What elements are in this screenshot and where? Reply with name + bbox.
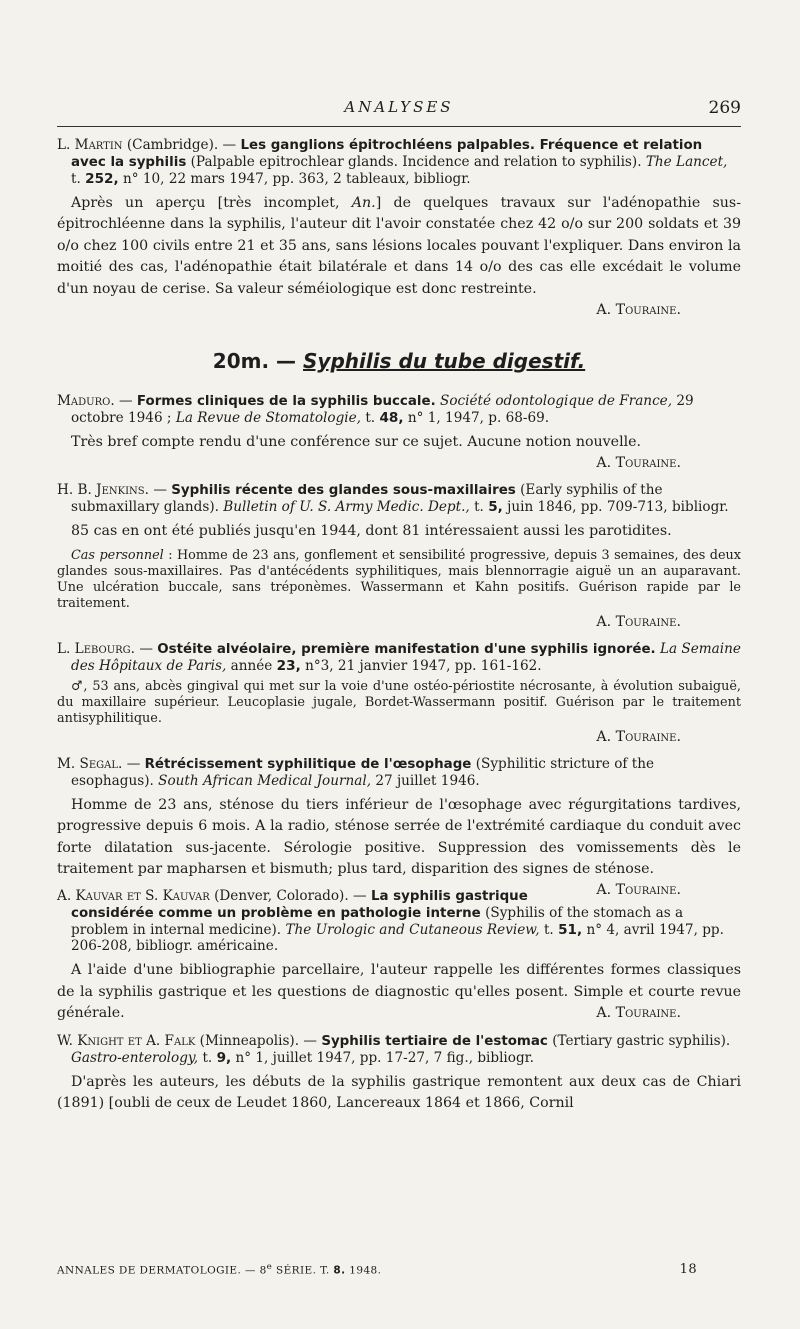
citation: H. B. Jenkins. — Syphilis récente des glandes sous-maxillaires (Early syphilis of the submaxillary glands). Bulletin of U. S. Army Medic. Dept., t. 5, juin 1846, pp. 709-713, bibliogr. xyxy=(57,482,729,516)
running-title: ANALYSES xyxy=(344,98,454,116)
abstract-text: Homme de 23 ans, sténose du tiers inférieur de l'œsophage avec régurgitations tardives, progressive depuis 6 mois. A la radio, sténose serrée de l'extrémité cardiaque du conduit avec forte dilatation sus-jacente. Sérologie positive. Suppression des vomissements dès le traitement par mapharsen et bismuth; plus tard, disparition des signes de sténose. A. Touraine. xyxy=(57,795,741,881)
article-title: Ostéite alvéolaire, première manifestation d'une syphilis ignorée. xyxy=(157,641,656,657)
abstract-text: 85 cas en ont été publiés jusqu'en 1944, dont 81 intéressaient aussi les parotidites. xyxy=(71,523,672,540)
case-report: Cas personnel : Homme de 23 ans, gonflement et sensibilité progressive, depuis 3 semaines, des deux glandes sous-maxillaires. Pas d'antécédents syphilitiques, mais blennorragie aiguë un an auparavant. Une ulcération buccale, sans tréponèmes. Wassermann et Kahn positifs. Guérison rapide par le traitement. xyxy=(57,547,742,611)
journal-name: La Semaine des Hôpitaux de Paris, xyxy=(71,640,741,674)
article-title: Les ganglions épitrochléens palpables. Fréquence et relation avec la syphilis xyxy=(71,138,703,170)
citation: A. Kauvar et S. Kauvar (Denver, Colorado). — La syphilis gastrique considérée comme un problème en pathologie interne (Syphilis of the stomach as a problem in internal medicine). The Urologic and Cutaneous Review, t. 51, n° 4, avril 1947, pp. 206-208, bibliogr. américaine. xyxy=(57,888,724,955)
footer-journal: ANNALES DE DERMATOLOGIE. — 8 xyxy=(57,1264,267,1277)
running-header xyxy=(57,92,741,127)
abstract-lebourg xyxy=(57,641,741,748)
article-title: Rétrécissement syphilitique de l'œsophage xyxy=(144,756,472,772)
article-title: Syphilis tertiaire de l'estomac xyxy=(321,1033,548,1049)
abstract-maduro xyxy=(57,393,741,474)
sheet-number: 18 xyxy=(679,1262,697,1277)
journal-name: The Urologic and Cutaneous Review, xyxy=(285,922,540,939)
abstract-jenkins xyxy=(57,482,741,632)
journal-name: The Lancet, xyxy=(645,154,728,170)
article-title: La syphilis gastrique considérée comme un problème en pathologie interne xyxy=(71,889,528,922)
citation: L. Martin (Cambridge). — Les ganglions épitrochléens palpables. Fréquence et relation avec la syphilis (Palpable epitrochlear glands. Incidence and relation to syphilis). The Lancet, t. 252, n° 10, 22 mars 1947, pp. 363, 2 tableaux, bibliogr. xyxy=(57,137,728,187)
signature: A. Touraine. xyxy=(596,882,681,899)
section-heading: 20m. — Syphilis du tube digestif. xyxy=(212,349,586,374)
signature: A. Touraine. xyxy=(596,728,681,745)
journal-name: Gastro-enterology, xyxy=(71,1049,199,1066)
article-title: Syphilis récente des glandes sous-maxillaires xyxy=(171,483,516,499)
abstract-text: ♂, 53 ans, abcès gingival qui met sur la voie d'une ostéo-périostite nécrosante, à évolution subaiguë, du maxillaire supérieur. Leucoplasie jugale, Bordet-Wassermann positif. Guérison par le traitement antisyphilitique. xyxy=(57,678,741,726)
abstract-text: Très bref compte rendu d'une conférence sur ce sujet. Aucune notion nouvelle. xyxy=(71,434,642,451)
page xyxy=(57,92,741,1115)
article-title: Formes cliniques de la syphilis buccale. xyxy=(136,394,436,410)
abstract-segal xyxy=(57,755,741,899)
journal-name: Bulletin of U. S. Army Medic. Dept., xyxy=(223,499,470,516)
abstract-kauvar xyxy=(57,888,741,1024)
journal-name: Société odontologique de France, xyxy=(440,393,673,410)
citation: Maduro. — Formes cliniques de la syphilis buccale. Société odontologique de France, 29 octobre 1946 ; La Revue de Stomatologie, t. 48, n° 1, 1947, p. 68-69. xyxy=(57,393,694,427)
signature: A. Touraine. xyxy=(596,613,681,630)
signature: A. Touraine. xyxy=(596,1005,681,1022)
section-title: Syphilis du tube digestif. xyxy=(303,349,586,374)
page-footer: ANNALES DE DERMATOLOGIE. — 8e SÉRIE. T. 8. 1948. 18 xyxy=(57,1262,697,1277)
citation: M. Segal. — Rétrécissement syphilitique de l'œsophage (Syphilitic stricture of the esophagus). South African Medical Journal, 27 juillet 1946. xyxy=(57,755,655,789)
abstract-text: D'après les auteurs, les débuts de la syphilis gastrique remontent aux deux cas de Chiari (1891) [oubli de ceux de Leudet 1860, Lancereaux 1864 et 1866, Cornil xyxy=(57,1073,741,1112)
abstract-martin xyxy=(57,137,741,321)
signature: A. Touraine. xyxy=(596,302,681,319)
journal-name: South African Medical Journal, xyxy=(158,772,372,789)
signature: A. Touraine. xyxy=(596,455,681,472)
citation: W. Knight et A. Falk (Minneapolis). — Syphilis tertiaire de l'estomac (Tertiary gastric syphilis). Gastro-enterology, t. 9, n° 1, juillet 1947, pp. 17-27, 7 fig., bibliogr. xyxy=(57,1032,731,1066)
citation: L. Lebourg. — Ostéite alvéolaire, première manifestation d'une syphilis ignorée. La Semaine des Hôpitaux de Paris, année 23, n°3, 21 janvier 1947, pp. 161-162. xyxy=(57,640,741,674)
page-number: 269 xyxy=(708,98,741,118)
abstract-text: A l'aide d'une bibliographie parcellaire, l'auteur rappelle les différentes formes classiques de la syphilis gastrique et les questions de diagnostic qu'elles posent. Simple et courte revue générale. A. Touraine. xyxy=(57,960,741,1024)
abstract-knight xyxy=(57,1033,741,1115)
abstract-text: Après un aperçu [très incomplet, An.] de quelques travaux sur l'adénopathie sus-épitrochléenne dans la syphilis, l'auteur dit l'avoir constatée chez 42 o/o sur 200 soldats et 39 o/o chez 100 civils entre 21 et 35 ans, sans lésions locales pouvant l'expliquer. Dans environ la moitié des cas, l'adénopathie était bilatérale et dans 14 o/o des cas elle excédait le volume d'un noyau de cerise. Sa valeur séméiologique est donc restreinte. xyxy=(57,195,741,297)
